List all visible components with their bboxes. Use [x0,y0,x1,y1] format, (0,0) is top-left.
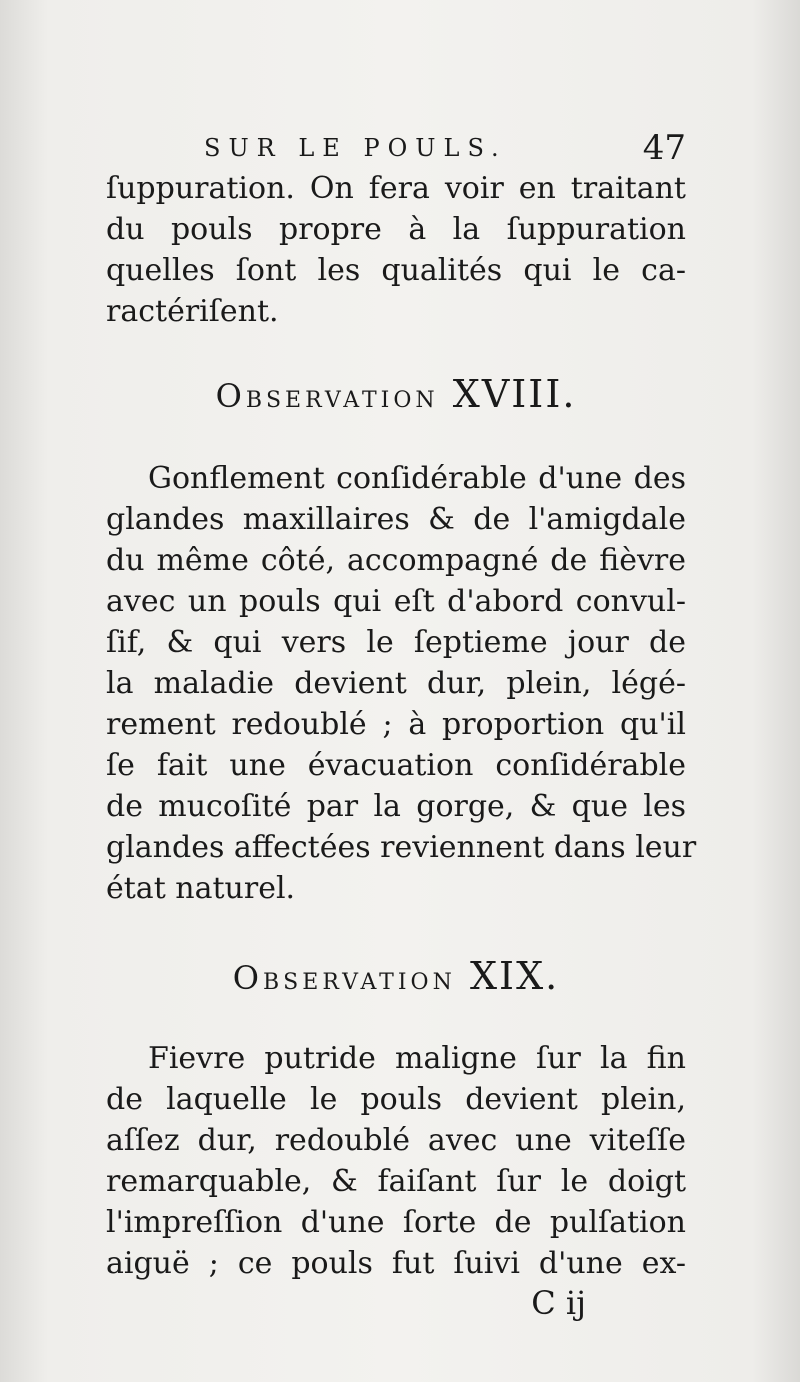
observation-paragraph [106,1038,686,1284]
text-line: la maladie devient dur, plein, légé- [106,666,686,701]
text-line: du même côté, accompagné de fièvre [106,543,686,578]
text-line: glandes affectées reviennent dans leur [106,830,697,865]
text-line: état naturel. [106,871,296,906]
text-line: de laquelle le pouls devient plein, [106,1082,686,1117]
page-number: 47 [642,128,686,168]
observation-label: Observation [232,959,456,997]
text-line: rement redoublé ; à proportion qu'il [106,707,686,742]
text-line: l'impreſſion d'une ſorte de pulſation [106,1205,686,1240]
observation-heading [106,954,686,998]
observation-number: XVIII. [452,372,577,416]
text-line: ſuppuration. On fera voir en traitant [106,171,686,206]
observation-heading [106,372,686,416]
text-line: ractériſent. [106,294,279,329]
text-line: quelles ſont les qualités qui le ca- [106,253,686,288]
text-line: remarquable, & faiſant ſur le doigt [106,1164,686,1199]
text-line: du pouls propre à la ſuppuration [106,212,686,247]
text-line: de mucoſité par la gorge, & que les [106,789,686,824]
observation-label: Observation [215,377,439,415]
text-line: Fievre putride maligne ſur la fin [148,1041,686,1076]
running-head-title: SUR LE POULS. [204,134,507,162]
observation-number: XIX. [470,954,560,998]
signature-mark: C ij [531,1284,586,1322]
text-line: ſe fait une évacuation conſidérable [106,748,686,783]
text-line: ſif, & qui vers le ſeptieme jour de [106,625,686,660]
text-line: aiguë ; ce pouls fut ſuivi d'une ex- [106,1246,686,1281]
observation-paragraph [106,458,697,909]
running-head [108,128,686,168]
text-line: Gonflement conſidérable d'une des [148,461,686,496]
paragraph-continuation [106,168,686,332]
text-line: avec un pouls qui eſt d'abord convul- [106,584,686,619]
text-line: aſſez dur, redoublé avec une viteſſe [106,1123,686,1158]
text-line: glandes maxillaires & de l'amigdale [106,502,686,537]
